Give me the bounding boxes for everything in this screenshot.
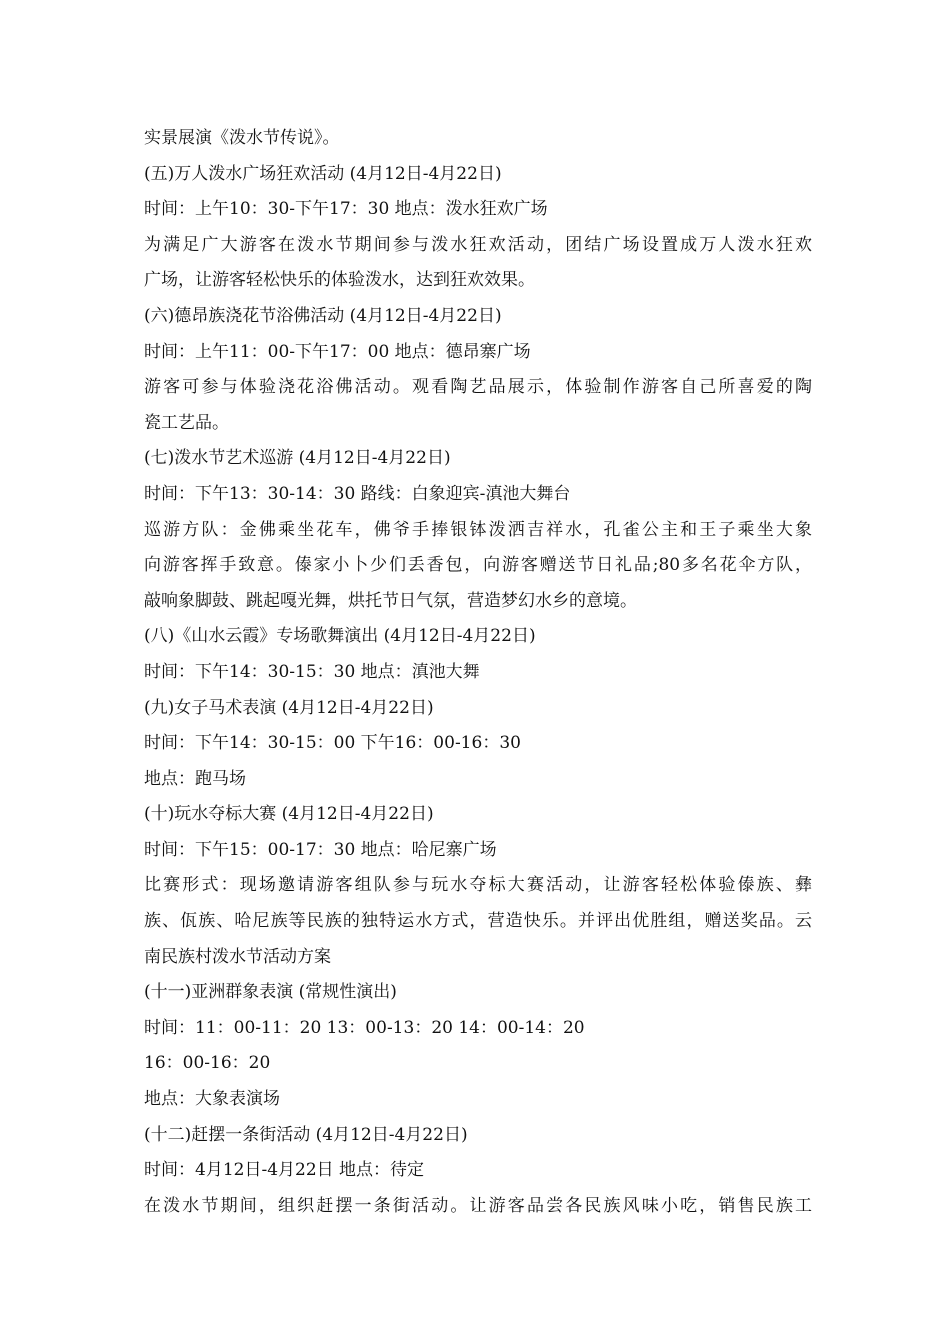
section-heading-12: (十二)赶摆一条街活动 (4月12日-4月22日) bbox=[144, 1124, 468, 1145]
section-10-description-line-3: 南民族村泼水节活动方案 bbox=[144, 946, 331, 967]
section-7-description-line-3: 敲响象脚鼓、跳起嘎光舞，烘托节日气氛，营造梦幻水乡的意境。 bbox=[144, 590, 637, 611]
text-line-continuation: 实景展演《泼水节传说》。 bbox=[144, 128, 340, 148]
section-heading-7: (七)泼水节艺术巡游 (4月12日-4月22日) bbox=[144, 448, 451, 469]
section-11-time-line-2: 16：00-16：20 bbox=[144, 1053, 271, 1074]
section-11-location: 地点：大象表演场 bbox=[144, 1089, 280, 1110]
section-11-time-line-1: 时间：11：00-11：20 13：00-13：20 14：00-14：20 bbox=[144, 1017, 585, 1038]
section-6-description-line-2: 瓷工艺品。 bbox=[144, 412, 229, 433]
section-5-time-location: 时间：上午10：30-下午17：30 地点：泼水狂欢广场 bbox=[144, 199, 548, 220]
section-heading-11: (十一)亚洲群象表演 (常规性演出) bbox=[144, 982, 397, 1003]
section-heading-10: (十)玩水夺标大赛 (4月12日-4月22日) bbox=[144, 804, 434, 825]
section-heading-9: (九)女子马术表演 (4月12日-4月22日) bbox=[144, 697, 434, 718]
section-9-time: 时间：下午14：30-15：00 下午16：00-16：30 bbox=[144, 733, 521, 754]
section-6-time-location: 时间：上午11：00-下午17：00 地点：德昂寨广场 bbox=[144, 341, 531, 362]
section-12-description-line-1: 在泼水节期间，组织赶摆一条街活动。让游客品尝各民族风味小吃，销售民族工 bbox=[144, 1195, 812, 1216]
section-10-description-line-1: 比赛形式：现场邀请游客组队参与玩水夺标大赛活动，让游客轻松体验傣族、彝 bbox=[144, 875, 812, 896]
document-body bbox=[144, 121, 812, 1224]
section-9-location: 地点：跑马场 bbox=[144, 768, 246, 789]
section-10-time-location: 时间：下午15：00-17：30 地点：哈尼寨广场 bbox=[144, 839, 497, 860]
section-heading-8: (八)《山水云霞》专场歌舞演出 (4月12日-4月22日) bbox=[144, 626, 536, 647]
section-7-time-route: 时间：下午13：30-14：30 路线：白象迎宾-滇池大舞台 bbox=[144, 483, 571, 504]
section-7-description-line-2: 向游客挥手致意。傣家小卜少们丢香包，向游客赠送节日礼品;80多名花伞方队， bbox=[144, 555, 812, 576]
section-10-description-line-2: 族、佤族、哈尼族等民族的独特运水方式，营造快乐。并评出优胜组，赠送奖品。云 bbox=[144, 911, 812, 932]
section-heading-5: (五)万人泼水广场狂欢活动 (4月12日-4月22日) bbox=[144, 163, 502, 184]
section-7-description-line-1: 巡游方队：金佛乘坐花车，佛爷手捧银钵泼洒吉祥水，孔雀公主和王子乘坐大象 bbox=[144, 519, 812, 540]
section-8-time-location: 时间：下午14：30-15：30 地点：滇池大舞 bbox=[144, 661, 480, 682]
section-5-description-line-2: 广场，让游客轻松快乐的体验泼水，达到狂欢效果。 bbox=[144, 270, 535, 291]
section-heading-6: (六)德昂族浇花节浴佛活动 (4月12日-4月22日) bbox=[144, 305, 502, 326]
section-6-description-line-1: 游客可参与体验浇花浴佛活动。观看陶艺品展示，体验制作游客自己所喜爱的陶 bbox=[144, 377, 812, 398]
section-5-description-line-1: 为满足广大游客在泼水节期间参与泼水狂欢活动，团结广场设置成万人泼水狂欢 bbox=[144, 234, 812, 255]
section-12-time-location: 时间：4月12日-4月22日 地点：待定 bbox=[144, 1160, 425, 1181]
